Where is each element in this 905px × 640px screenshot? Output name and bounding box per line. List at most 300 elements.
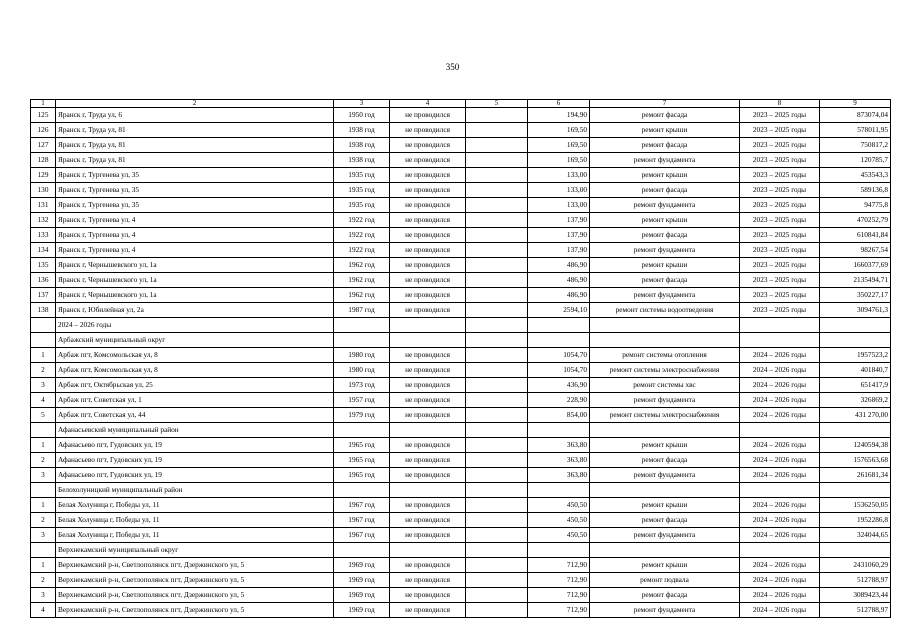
work-type-cell: ремонт фундамента <box>590 243 740 258</box>
period-cell: 2023 – 2025 годы <box>740 168 820 183</box>
row-number: 134 <box>31 243 56 258</box>
empty-cell <box>466 108 528 123</box>
address-cell: Яранск г, Труда ул, 81 <box>56 153 334 168</box>
column-number-row <box>31 100 891 108</box>
repair-program-table <box>30 99 891 618</box>
column-number: 8 <box>740 100 820 108</box>
empty-cell <box>466 288 528 303</box>
year-built-cell: 1938 год <box>334 123 390 138</box>
empty-cell <box>466 243 528 258</box>
empty-cell <box>390 483 466 498</box>
period-cell: 2023 – 2025 годы <box>740 183 820 198</box>
table-body <box>31 100 891 618</box>
work-type-cell: ремонт крыши <box>590 438 740 453</box>
period-cell: 2023 – 2025 годы <box>740 123 820 138</box>
survey-cell: не проводился <box>390 393 466 408</box>
table-row <box>31 498 891 513</box>
area-cell: 228,90 <box>528 393 590 408</box>
cost-cell: 651417,9 <box>820 378 891 393</box>
empty-cell <box>590 543 740 558</box>
survey-cell: не проводился <box>390 108 466 123</box>
survey-cell: не проводился <box>390 378 466 393</box>
area-cell: 169,50 <box>528 153 590 168</box>
section-number-cell <box>31 318 56 333</box>
empty-cell <box>820 423 891 438</box>
period-cell: 2023 – 2025 годы <box>740 243 820 258</box>
address-cell: Арбаж пгт, Комсомольская ул, 8 <box>56 348 334 363</box>
area-cell: 363,80 <box>528 468 590 483</box>
empty-cell <box>466 453 528 468</box>
empty-cell <box>466 603 528 618</box>
address-cell: Арбаж пгт, Октябрьская ул, 25 <box>56 378 334 393</box>
address-cell: Яранск г, Тургенева ул, 4 <box>56 243 334 258</box>
survey-cell: не проводился <box>390 588 466 603</box>
year-built-cell: 1922 год <box>334 228 390 243</box>
empty-cell <box>334 483 390 498</box>
empty-cell <box>466 498 528 513</box>
address-cell: Яранск г, Чернышевского ул, 1а <box>56 288 334 303</box>
survey-cell: не проводился <box>390 408 466 423</box>
row-number: 129 <box>31 168 56 183</box>
area-cell: 712,90 <box>528 588 590 603</box>
table-row <box>31 288 891 303</box>
table-row <box>31 558 891 573</box>
area-cell: 436,90 <box>528 378 590 393</box>
work-type-cell: ремонт фундамента <box>590 288 740 303</box>
address-cell: Верхнекамский р-н, Светлополянск пгт, Дзержинского ул, 5 <box>56 573 334 588</box>
column-number: 1 <box>31 100 56 108</box>
row-number: 3 <box>31 528 56 543</box>
cost-cell: 1576563,68 <box>820 453 891 468</box>
empty-cell <box>590 483 740 498</box>
section-title: 2024 – 2026 годы <box>56 318 334 333</box>
area-cell: 1054,70 <box>528 348 590 363</box>
empty-cell <box>466 438 528 453</box>
empty-cell <box>466 423 528 438</box>
year-built-cell: 1962 год <box>334 258 390 273</box>
table-row <box>31 378 891 393</box>
cost-cell: 261681,34 <box>820 468 891 483</box>
area-cell: 1054,70 <box>528 363 590 378</box>
survey-cell: не проводился <box>390 498 466 513</box>
survey-cell: не проводился <box>390 303 466 318</box>
period-cell: 2023 – 2025 годы <box>740 108 820 123</box>
address-cell: Яранск г, Тургенева ул, 4 <box>56 228 334 243</box>
section-title: Арбажский муниципальный округ <box>56 333 334 348</box>
work-type-cell: ремонт фундамента <box>590 393 740 408</box>
survey-cell: не проводился <box>390 123 466 138</box>
year-built-cell: 1935 год <box>334 183 390 198</box>
cost-cell: 3094761,3 <box>820 303 891 318</box>
year-built-cell: 1987 год <box>334 303 390 318</box>
address-cell: Яранск г, Труда ул, 81 <box>56 123 334 138</box>
work-type-cell: ремонт фасада <box>590 138 740 153</box>
empty-cell <box>820 543 891 558</box>
area-cell: 486,90 <box>528 273 590 288</box>
empty-cell <box>466 123 528 138</box>
empty-cell <box>334 333 390 348</box>
row-number: 4 <box>31 603 56 618</box>
empty-cell <box>334 318 390 333</box>
address-cell: Яранск г, Чернышевского ул, 1а <box>56 273 334 288</box>
empty-cell <box>590 318 740 333</box>
year-built-cell: 1965 год <box>334 468 390 483</box>
cost-cell: 512788,97 <box>820 603 891 618</box>
cost-cell: 610841,84 <box>820 228 891 243</box>
cost-cell: 401840,7 <box>820 363 891 378</box>
empty-cell <box>466 393 528 408</box>
empty-cell <box>466 153 528 168</box>
table-row <box>31 213 891 228</box>
survey-cell: не проводился <box>390 198 466 213</box>
table-row <box>31 348 891 363</box>
survey-cell: не проводился <box>390 513 466 528</box>
period-cell: 2023 – 2025 годы <box>740 273 820 288</box>
column-number: 9 <box>820 100 891 108</box>
year-built-cell: 1969 год <box>334 573 390 588</box>
address-cell: Арбаж пгт, Советская ул, 1 <box>56 393 334 408</box>
year-built-cell: 1922 год <box>334 243 390 258</box>
cost-cell: 750817,2 <box>820 138 891 153</box>
survey-cell: не проводился <box>390 348 466 363</box>
survey-cell: не проводился <box>390 603 466 618</box>
work-type-cell: ремонт фундамента <box>590 153 740 168</box>
address-cell: Яранск г, Тургенева ул, 35 <box>56 198 334 213</box>
empty-cell <box>390 318 466 333</box>
area-cell: 712,90 <box>528 558 590 573</box>
row-number: 3 <box>31 378 56 393</box>
section-title: Афанасьевский муниципальный район <box>56 423 334 438</box>
work-type-cell: ремонт крыши <box>590 168 740 183</box>
year-built-cell: 1980 год <box>334 363 390 378</box>
address-cell: Яранск г, Труда ул, 6 <box>56 108 334 123</box>
year-built-cell: 1973 год <box>334 378 390 393</box>
work-type-cell: ремонт системы отопления <box>590 348 740 363</box>
year-built-cell: 1957 год <box>334 393 390 408</box>
year-built-cell: 1938 год <box>334 153 390 168</box>
row-number: 2 <box>31 363 56 378</box>
empty-cell <box>466 348 528 363</box>
area-cell: 486,90 <box>528 288 590 303</box>
period-cell: 2023 – 2025 годы <box>740 258 820 273</box>
empty-cell <box>466 573 528 588</box>
row-number: 137 <box>31 288 56 303</box>
column-number: 3 <box>334 100 390 108</box>
column-number: 7 <box>590 100 740 108</box>
row-number: 2 <box>31 513 56 528</box>
period-cell: 2024 – 2026 годы <box>740 453 820 468</box>
empty-cell <box>528 333 590 348</box>
year-built-cell: 1980 год <box>334 348 390 363</box>
cost-cell: 2431060,29 <box>820 558 891 573</box>
empty-cell <box>466 588 528 603</box>
survey-cell: не проводился <box>390 168 466 183</box>
table-row <box>31 273 891 288</box>
period-cell: 2024 – 2026 годы <box>740 408 820 423</box>
area-cell: 450,50 <box>528 528 590 543</box>
cost-cell: 1536250,05 <box>820 498 891 513</box>
address-cell: Арбаж пгт, Советская ул, 44 <box>56 408 334 423</box>
empty-cell <box>820 318 891 333</box>
period-cell: 2024 – 2026 годы <box>740 363 820 378</box>
period-cell: 2023 – 2025 годы <box>740 138 820 153</box>
row-number: 126 <box>31 123 56 138</box>
period-cell: 2023 – 2025 годы <box>740 213 820 228</box>
address-cell: Верхнекамский р-н, Светлополянск пгт, Дзержинского ул, 5 <box>56 558 334 573</box>
area-cell: 137,90 <box>528 228 590 243</box>
row-number: 128 <box>31 153 56 168</box>
work-type-cell: ремонт крыши <box>590 123 740 138</box>
year-built-cell: 1935 год <box>334 198 390 213</box>
section-row <box>31 423 891 438</box>
period-cell: 2024 – 2026 годы <box>740 438 820 453</box>
work-type-cell: ремонт фасада <box>590 273 740 288</box>
year-built-cell: 1969 год <box>334 588 390 603</box>
row-number: 1 <box>31 438 56 453</box>
section-row <box>31 318 891 333</box>
year-built-cell: 1922 год <box>334 213 390 228</box>
section-row <box>31 483 891 498</box>
period-cell: 2024 – 2026 годы <box>740 588 820 603</box>
table-row <box>31 138 891 153</box>
address-cell: Арбаж пгт, Комсомольская ул, 8 <box>56 363 334 378</box>
area-cell: 712,90 <box>528 573 590 588</box>
area-cell: 169,50 <box>528 123 590 138</box>
period-cell: 2024 – 2026 годы <box>740 573 820 588</box>
empty-cell <box>390 543 466 558</box>
year-built-cell: 1965 год <box>334 438 390 453</box>
survey-cell: не проводился <box>390 258 466 273</box>
year-built-cell: 1969 год <box>334 603 390 618</box>
area-cell: 712,90 <box>528 603 590 618</box>
empty-cell <box>740 333 820 348</box>
table-row <box>31 603 891 618</box>
area-cell: 137,90 <box>528 213 590 228</box>
address-cell: Афанасьево пгт, Гудовских ул, 19 <box>56 468 334 483</box>
period-cell: 2024 – 2026 годы <box>740 513 820 528</box>
cost-cell: 94775,8 <box>820 198 891 213</box>
empty-cell <box>528 423 590 438</box>
empty-cell <box>334 423 390 438</box>
section-row <box>31 333 891 348</box>
cost-cell: 453543,3 <box>820 168 891 183</box>
table-row <box>31 153 891 168</box>
address-cell: Верхнекамский р-н, Светлополянск пгт, Дзержинского ул, 5 <box>56 603 334 618</box>
address-cell: Белая Холуница г, Победы ул, 11 <box>56 513 334 528</box>
address-cell: Яранск г, Юбилейная ул, 2а <box>56 303 334 318</box>
cost-cell: 1957523,2 <box>820 348 891 363</box>
empty-cell <box>820 483 891 498</box>
empty-cell <box>466 558 528 573</box>
empty-cell <box>528 483 590 498</box>
row-number: 3 <box>31 468 56 483</box>
cost-cell: 578011,95 <box>820 123 891 138</box>
empty-cell <box>334 543 390 558</box>
cost-cell: 873074,04 <box>820 108 891 123</box>
work-type-cell: ремонт подвала <box>590 573 740 588</box>
year-built-cell: 1967 год <box>334 513 390 528</box>
area-cell: 137,90 <box>528 243 590 258</box>
work-type-cell: ремонт фундамента <box>590 198 740 213</box>
table-row <box>31 183 891 198</box>
empty-cell <box>590 333 740 348</box>
empty-cell <box>466 408 528 423</box>
row-number: 131 <box>31 198 56 213</box>
table-row <box>31 573 891 588</box>
table-row <box>31 468 891 483</box>
empty-cell <box>390 333 466 348</box>
survey-cell: не проводился <box>390 528 466 543</box>
work-type-cell: ремонт крыши <box>590 558 740 573</box>
empty-cell <box>390 423 466 438</box>
work-type-cell: ремонт фундамента <box>590 528 740 543</box>
work-type-cell: ремонт фасада <box>590 108 740 123</box>
empty-cell <box>528 543 590 558</box>
work-type-cell: ремонт фундамента <box>590 468 740 483</box>
period-cell: 2024 – 2026 годы <box>740 348 820 363</box>
empty-cell <box>466 138 528 153</box>
period-cell: 2023 – 2025 годы <box>740 288 820 303</box>
empty-cell <box>466 318 528 333</box>
table-row <box>31 408 891 423</box>
empty-cell <box>590 423 740 438</box>
cost-cell: 512788,97 <box>820 573 891 588</box>
work-type-cell: ремонт фундамента <box>590 603 740 618</box>
area-cell: 450,50 <box>528 498 590 513</box>
survey-cell: не проводился <box>390 453 466 468</box>
empty-cell <box>466 303 528 318</box>
period-cell: 2024 – 2026 годы <box>740 498 820 513</box>
column-number: 6 <box>528 100 590 108</box>
cost-cell: 431 270,00 <box>820 408 891 423</box>
area-cell: 450,50 <box>528 513 590 528</box>
work-type-cell: ремонт фасада <box>590 453 740 468</box>
empty-cell <box>740 318 820 333</box>
row-number: 125 <box>31 108 56 123</box>
empty-cell <box>466 528 528 543</box>
area-cell: 133,00 <box>528 198 590 213</box>
cost-cell: 589136,8 <box>820 183 891 198</box>
period-cell: 2024 – 2026 годы <box>740 468 820 483</box>
survey-cell: не проводился <box>390 213 466 228</box>
table-row <box>31 198 891 213</box>
period-cell: 2024 – 2026 годы <box>740 378 820 393</box>
empty-cell <box>466 513 528 528</box>
work-type-cell: ремонт крыши <box>590 213 740 228</box>
area-cell: 854,00 <box>528 408 590 423</box>
year-built-cell: 1979 год <box>334 408 390 423</box>
page-number: 350 <box>445 62 460 72</box>
empty-cell <box>466 363 528 378</box>
survey-cell: не проводился <box>390 363 466 378</box>
table-row <box>31 588 891 603</box>
table-row <box>31 513 891 528</box>
cost-cell: 2135494,71 <box>820 273 891 288</box>
table-row <box>31 453 891 468</box>
work-type-cell: ремонт фасада <box>590 513 740 528</box>
table-row <box>31 528 891 543</box>
address-cell: Яранск г, Тургенева ул, 35 <box>56 168 334 183</box>
address-cell: Белая Холуница г, Победы ул, 11 <box>56 528 334 543</box>
section-number-cell <box>31 483 56 498</box>
area-cell: 194,90 <box>528 108 590 123</box>
table-row <box>31 363 891 378</box>
section-number-cell <box>31 423 56 438</box>
row-number: 135 <box>31 258 56 273</box>
year-built-cell: 1967 год <box>334 498 390 513</box>
section-title: Верхнекамский муниципальный округ <box>56 543 334 558</box>
row-number: 132 <box>31 213 56 228</box>
empty-cell <box>466 258 528 273</box>
address-cell: Белая Холуница г, Победы ул, 11 <box>56 498 334 513</box>
empty-cell <box>466 378 528 393</box>
empty-cell <box>466 183 528 198</box>
cost-cell: 120785,7 <box>820 153 891 168</box>
section-row <box>31 543 891 558</box>
table-row <box>31 168 891 183</box>
area-cell: 363,80 <box>528 438 590 453</box>
table-row <box>31 258 891 273</box>
empty-cell <box>466 333 528 348</box>
year-built-cell: 1962 год <box>334 273 390 288</box>
table-row <box>31 228 891 243</box>
year-built-cell: 1967 год <box>334 528 390 543</box>
column-number: 2 <box>56 100 334 108</box>
year-built-cell: 1969 год <box>334 558 390 573</box>
address-cell: Афанасьево пгт, Гудовских ул, 19 <box>56 438 334 453</box>
row-number: 127 <box>31 138 56 153</box>
empty-cell <box>820 333 891 348</box>
period-cell: 2024 – 2026 годы <box>740 558 820 573</box>
cost-cell: 326869,2 <box>820 393 891 408</box>
area-cell: 486,90 <box>528 258 590 273</box>
cost-cell: 1240594,38 <box>820 438 891 453</box>
empty-cell <box>466 273 528 288</box>
empty-cell <box>466 483 528 498</box>
section-title: Белохолуницкий муниципальный район <box>56 483 334 498</box>
period-cell: 2023 – 2025 годы <box>740 228 820 243</box>
row-number: 1 <box>31 558 56 573</box>
survey-cell: не проводился <box>390 243 466 258</box>
survey-cell: не проводился <box>390 153 466 168</box>
work-type-cell: ремонт системы водоотведения <box>590 303 740 318</box>
empty-cell <box>466 168 528 183</box>
work-type-cell: ремонт фасада <box>590 588 740 603</box>
survey-cell: не проводился <box>390 288 466 303</box>
empty-cell <box>740 483 820 498</box>
survey-cell: не проводился <box>390 183 466 198</box>
work-type-cell: ремонт фасада <box>590 183 740 198</box>
period-cell: 2024 – 2026 годы <box>740 528 820 543</box>
table-row <box>31 303 891 318</box>
year-built-cell: 1935 год <box>334 168 390 183</box>
cost-cell: 350227,17 <box>820 288 891 303</box>
table-row <box>31 243 891 258</box>
empty-cell <box>466 543 528 558</box>
survey-cell: не проводился <box>390 558 466 573</box>
address-cell: Яранск г, Тургенева ул, 4 <box>56 213 334 228</box>
work-type-cell: ремонт системы электроснабжения <box>590 363 740 378</box>
work-type-cell: ремонт системы электроснабжения <box>590 408 740 423</box>
period-cell: 2023 – 2025 годы <box>740 198 820 213</box>
column-number: 4 <box>390 100 466 108</box>
row-number: 1 <box>31 498 56 513</box>
table-row <box>31 393 891 408</box>
row-number: 2 <box>31 573 56 588</box>
row-number: 3 <box>31 588 56 603</box>
area-cell: 2594,10 <box>528 303 590 318</box>
section-number-cell <box>31 333 56 348</box>
